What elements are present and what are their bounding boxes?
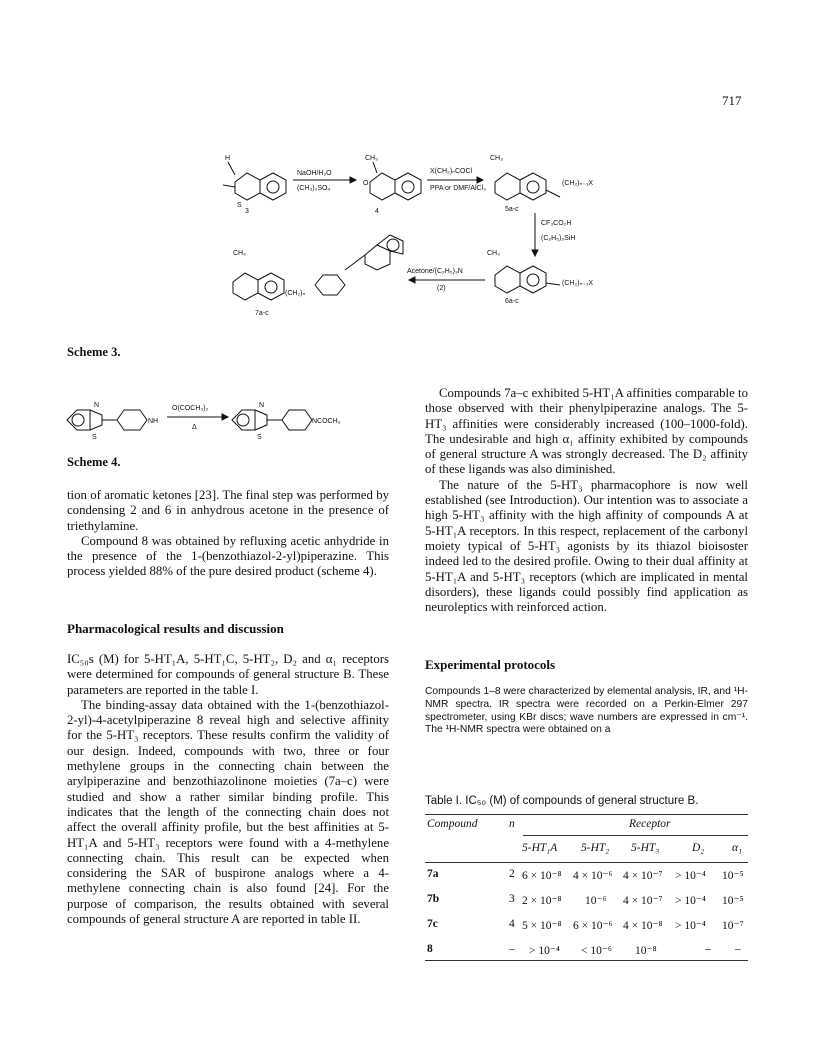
svg-text:X(CH₂)ₙCOCl: X(CH₂)ₙCOCl <box>430 168 473 175</box>
table-row-8-d2: – <box>705 943 711 955</box>
table-row-7b-5ht2: 10⁻⁶ <box>585 895 607 907</box>
svg-text:CH₃: CH₃ <box>233 250 246 257</box>
svg-text:NCOCH₃: NCOCH₃ <box>312 418 341 425</box>
svg-text:O: O <box>363 180 369 187</box>
compound-7-structure <box>233 235 403 317</box>
header-5ht2: 5-HT₂ <box>581 842 610 854</box>
table-row-7a-n: 2 <box>509 868 515 880</box>
table-row-8-alpha1: – <box>735 943 741 955</box>
svg-text:(CH₃)₂SO₄: (CH₃)₂SO₄ <box>297 185 331 192</box>
table-row-7a-5ht3: 4 × 10⁻⁷ <box>623 870 663 882</box>
svg-text:6a-c: 6a-c <box>505 298 519 305</box>
svg-text:Acetone/(C₂H₅)₃N: Acetone/(C₂H₅)₃N <box>407 268 463 275</box>
svg-text:N: N <box>259 402 265 409</box>
left-paragraph-3: IC₅₀s (M) for 5-HT₁A, 5-HT₁C, 5-HT₂, D₂ and α₁ receptors were determined for compounds of general structure B. These parameters are reported in the table I. <box>67 652 389 697</box>
svg-text:(CH₂)ₙ₋₁X: (CH₂)ₙ₋₁X <box>562 180 594 187</box>
table-row-7a-compound: 7a <box>427 868 439 880</box>
table-row-7a-5ht1a: 6 × 10⁻⁸ <box>522 870 562 882</box>
svg-text:N: N <box>94 402 100 409</box>
header-bottom-rule <box>425 862 748 863</box>
table-1 <box>425 818 748 957</box>
right-column-top <box>425 386 748 615</box>
left-paragraph-1: tion of aromatic ketones [23]. The final step was performed by condensing 2 and 6 in anhydrous acetone in the presence of triethylamine. <box>67 488 389 533</box>
compound-6-structure <box>487 250 593 305</box>
svg-text:H: H <box>225 155 231 162</box>
table-row-7b-compound: 7b <box>427 893 440 905</box>
table-row-7a-5ht2: 4 × 10⁻⁶ <box>573 870 613 882</box>
svg-text:S: S <box>92 434 97 441</box>
svg-text:CH₃: CH₃ <box>487 250 500 257</box>
table-row-8-n: – <box>509 943 515 955</box>
table-top-rule <box>425 814 748 815</box>
table-row-7b-d2: > 10⁻⁴ <box>675 895 706 907</box>
table-row-8-5ht1a: > 10⁻⁴ <box>529 945 560 957</box>
section-heading-pharmacological: Pharmacological results and discussion <box>67 621 284 636</box>
svg-text:NaOH/H₂O: NaOH/H₂O <box>297 170 332 177</box>
table-row-7b-5ht1a: 2 × 10⁻⁸ <box>522 895 562 907</box>
left-column-top <box>67 488 389 580</box>
section-heading-experimental: Experimental protocols <box>425 657 556 672</box>
svg-text:S: S <box>257 434 262 441</box>
header-5ht1a: 5-HT₁A <box>522 842 558 854</box>
table-row-8-5ht3: 10⁻⁸ <box>635 945 657 957</box>
table-row-7c-5ht1a: 5 × 10⁻⁸ <box>522 920 562 932</box>
table-row-7b-5ht3: 4 × 10⁻⁷ <box>623 895 663 907</box>
header-compound: Compound <box>427 818 478 830</box>
svg-text:(CH₂)ₙ₋₁X: (CH₂)ₙ₋₁X <box>562 280 594 287</box>
header-receptor: Receptor <box>629 818 671 830</box>
page-number: 717 <box>722 93 742 108</box>
svg-text:3: 3 <box>245 208 249 215</box>
table-row-8-5ht2: < 10⁻⁶ <box>581 945 612 957</box>
svg-text:7a-c: 7a-c <box>255 310 269 317</box>
svg-text:(C₂H₅)₃SiH: (C₂H₅)₃SiH <box>541 235 576 242</box>
table-row-7b-n: 3 <box>509 893 515 905</box>
svg-text:(CH₂)ₙ: (CH₂)ₙ <box>285 290 306 297</box>
right-paragraph-2: The nature of the 5-HT₃ pharmacophore is now well established (see Introduction). Our intention was to associate a high 5-HT₃ affinity with the high affinity of compounds A at 5-HT₁A receptors. In this respect, replacement of the carbonyl moiety typical of 5-HT₃ agonists by its thiazol bioisoster indeed led to the desired profile. Owing to their dual affinity at 5-HT₁A and 5-HT₃ receptors (which are implicated in mental disorders), these ligands could possibly find application as neuroleptics with reinforced action. <box>425 477 748 615</box>
experimental-paragraph: Compounds 1–8 were characterized by elemental analysis, IR, and ¹H-NMR spectra. IR spectra were recorded on a Perkin-Elmer 297 spectrometer, using KBr discs; wave numbers are expressed in cm⁻¹. The ¹H-NMR spectra were obtained on a <box>425 686 748 736</box>
table-row-7c-5ht2: 6 × 10⁻⁶ <box>573 920 613 932</box>
scheme-4-caption: Scheme 4. <box>67 455 121 469</box>
table-row-7c-n: 4 <box>509 918 515 930</box>
svg-text:CH₃: CH₃ <box>490 155 503 162</box>
svg-text:CH₃: CH₃ <box>365 155 378 162</box>
table-row-8-compound: 8 <box>427 943 433 955</box>
table-row-7b-alpha1: 10⁻⁵ <box>722 895 744 907</box>
header-d2: D₂ <box>692 842 705 854</box>
svg-text:(2): (2) <box>437 285 446 292</box>
compound-3-structure <box>223 155 286 215</box>
svg-text:S: S <box>237 202 242 209</box>
left-paragraph-2: Compound 8 was obtained by refluxing acetic anhydride in the presence of the 1-(benzothiazol-2-yl)piperazine. This process yielded 88% of the pure desired product (scheme 4). <box>67 533 389 579</box>
header-alpha1: α₁ <box>732 842 743 854</box>
left-paragraph-4: The binding-assay data obtained with the 1-(benzothiazol-2-yl)-4-acetylpiperazine 8 reveal high and selective affinity for the 5-HT₃ receptors. These results confirm the validity of our design. Indeed, compounds with two, three or four methylene groups in the connecting chain between the arylpiperazine and benzothiazolinone moieties (7a–c) were studied and show a rather similar binding profile. This indicates that the length of the connecting chain does not affect the overall affinity profile, but the best affinities at 5-HT₁A and 5-HT₃ receptors were found with a 4-methylene connecting chain. This result can be expected when considering the SAR of buspirone analogs where a 4-methylene connecting chain is also found [24]. For the purpose of comparison, the results obtained with several compounds of general structure A are reported in table II. <box>67 697 389 927</box>
svg-text:4: 4 <box>375 208 379 215</box>
right-paragraph-1: Compounds 7a–c exhibited 5-HT₁A affinities comparable to those observed with their phenylpiperazine analogs. The 5-HT₃ affinities were considerably increased (100–1000-fold). The undesirable and high α₁ affinity exhibited by compounds of general structure A was strongly decreased. The D₂ affinity of these ligands was also diminished. <box>425 386 748 477</box>
scheme-4-diagram <box>62 395 362 445</box>
svg-text:CF₃CO₂H: CF₃CO₂H <box>541 220 572 227</box>
table-row-7c-d2: > 10⁻⁴ <box>675 920 706 932</box>
compound-5-structure <box>490 155 593 213</box>
left-column-bottom <box>67 652 389 927</box>
table-bottom-rule <box>425 960 748 961</box>
table-row-7c-alpha1: 10⁻⁷ <box>722 920 744 932</box>
receptor-rule <box>523 835 748 836</box>
svg-text:NH: NH <box>148 418 159 425</box>
table-row-7c-5ht3: 4 × 10⁻⁸ <box>623 920 663 932</box>
scheme-3-caption: Scheme 3. <box>67 345 121 359</box>
table-1-caption: Table I. IC₅₀ (M) of compounds of general structure B. <box>425 795 699 807</box>
svg-text:PPA or DMF/AlCl₃: PPA or DMF/AlCl₃ <box>430 185 487 192</box>
svg-text:O(COCH₃)₂: O(COCH₃)₂ <box>172 405 209 412</box>
table-row-7a-d2: > 10⁻⁴ <box>675 870 706 882</box>
header-n: n <box>509 818 515 830</box>
compound-4-structure <box>363 155 421 215</box>
scheme-3-diagram <box>215 145 615 325</box>
svg-text:5a-c: 5a-c <box>505 206 519 213</box>
table-row-7c-compound: 7c <box>427 918 438 930</box>
svg-text:Δ: Δ <box>192 424 197 431</box>
table-row-7a-alpha1: 10⁻⁵ <box>722 870 744 882</box>
header-5ht3: 5-HT₃ <box>631 842 660 854</box>
